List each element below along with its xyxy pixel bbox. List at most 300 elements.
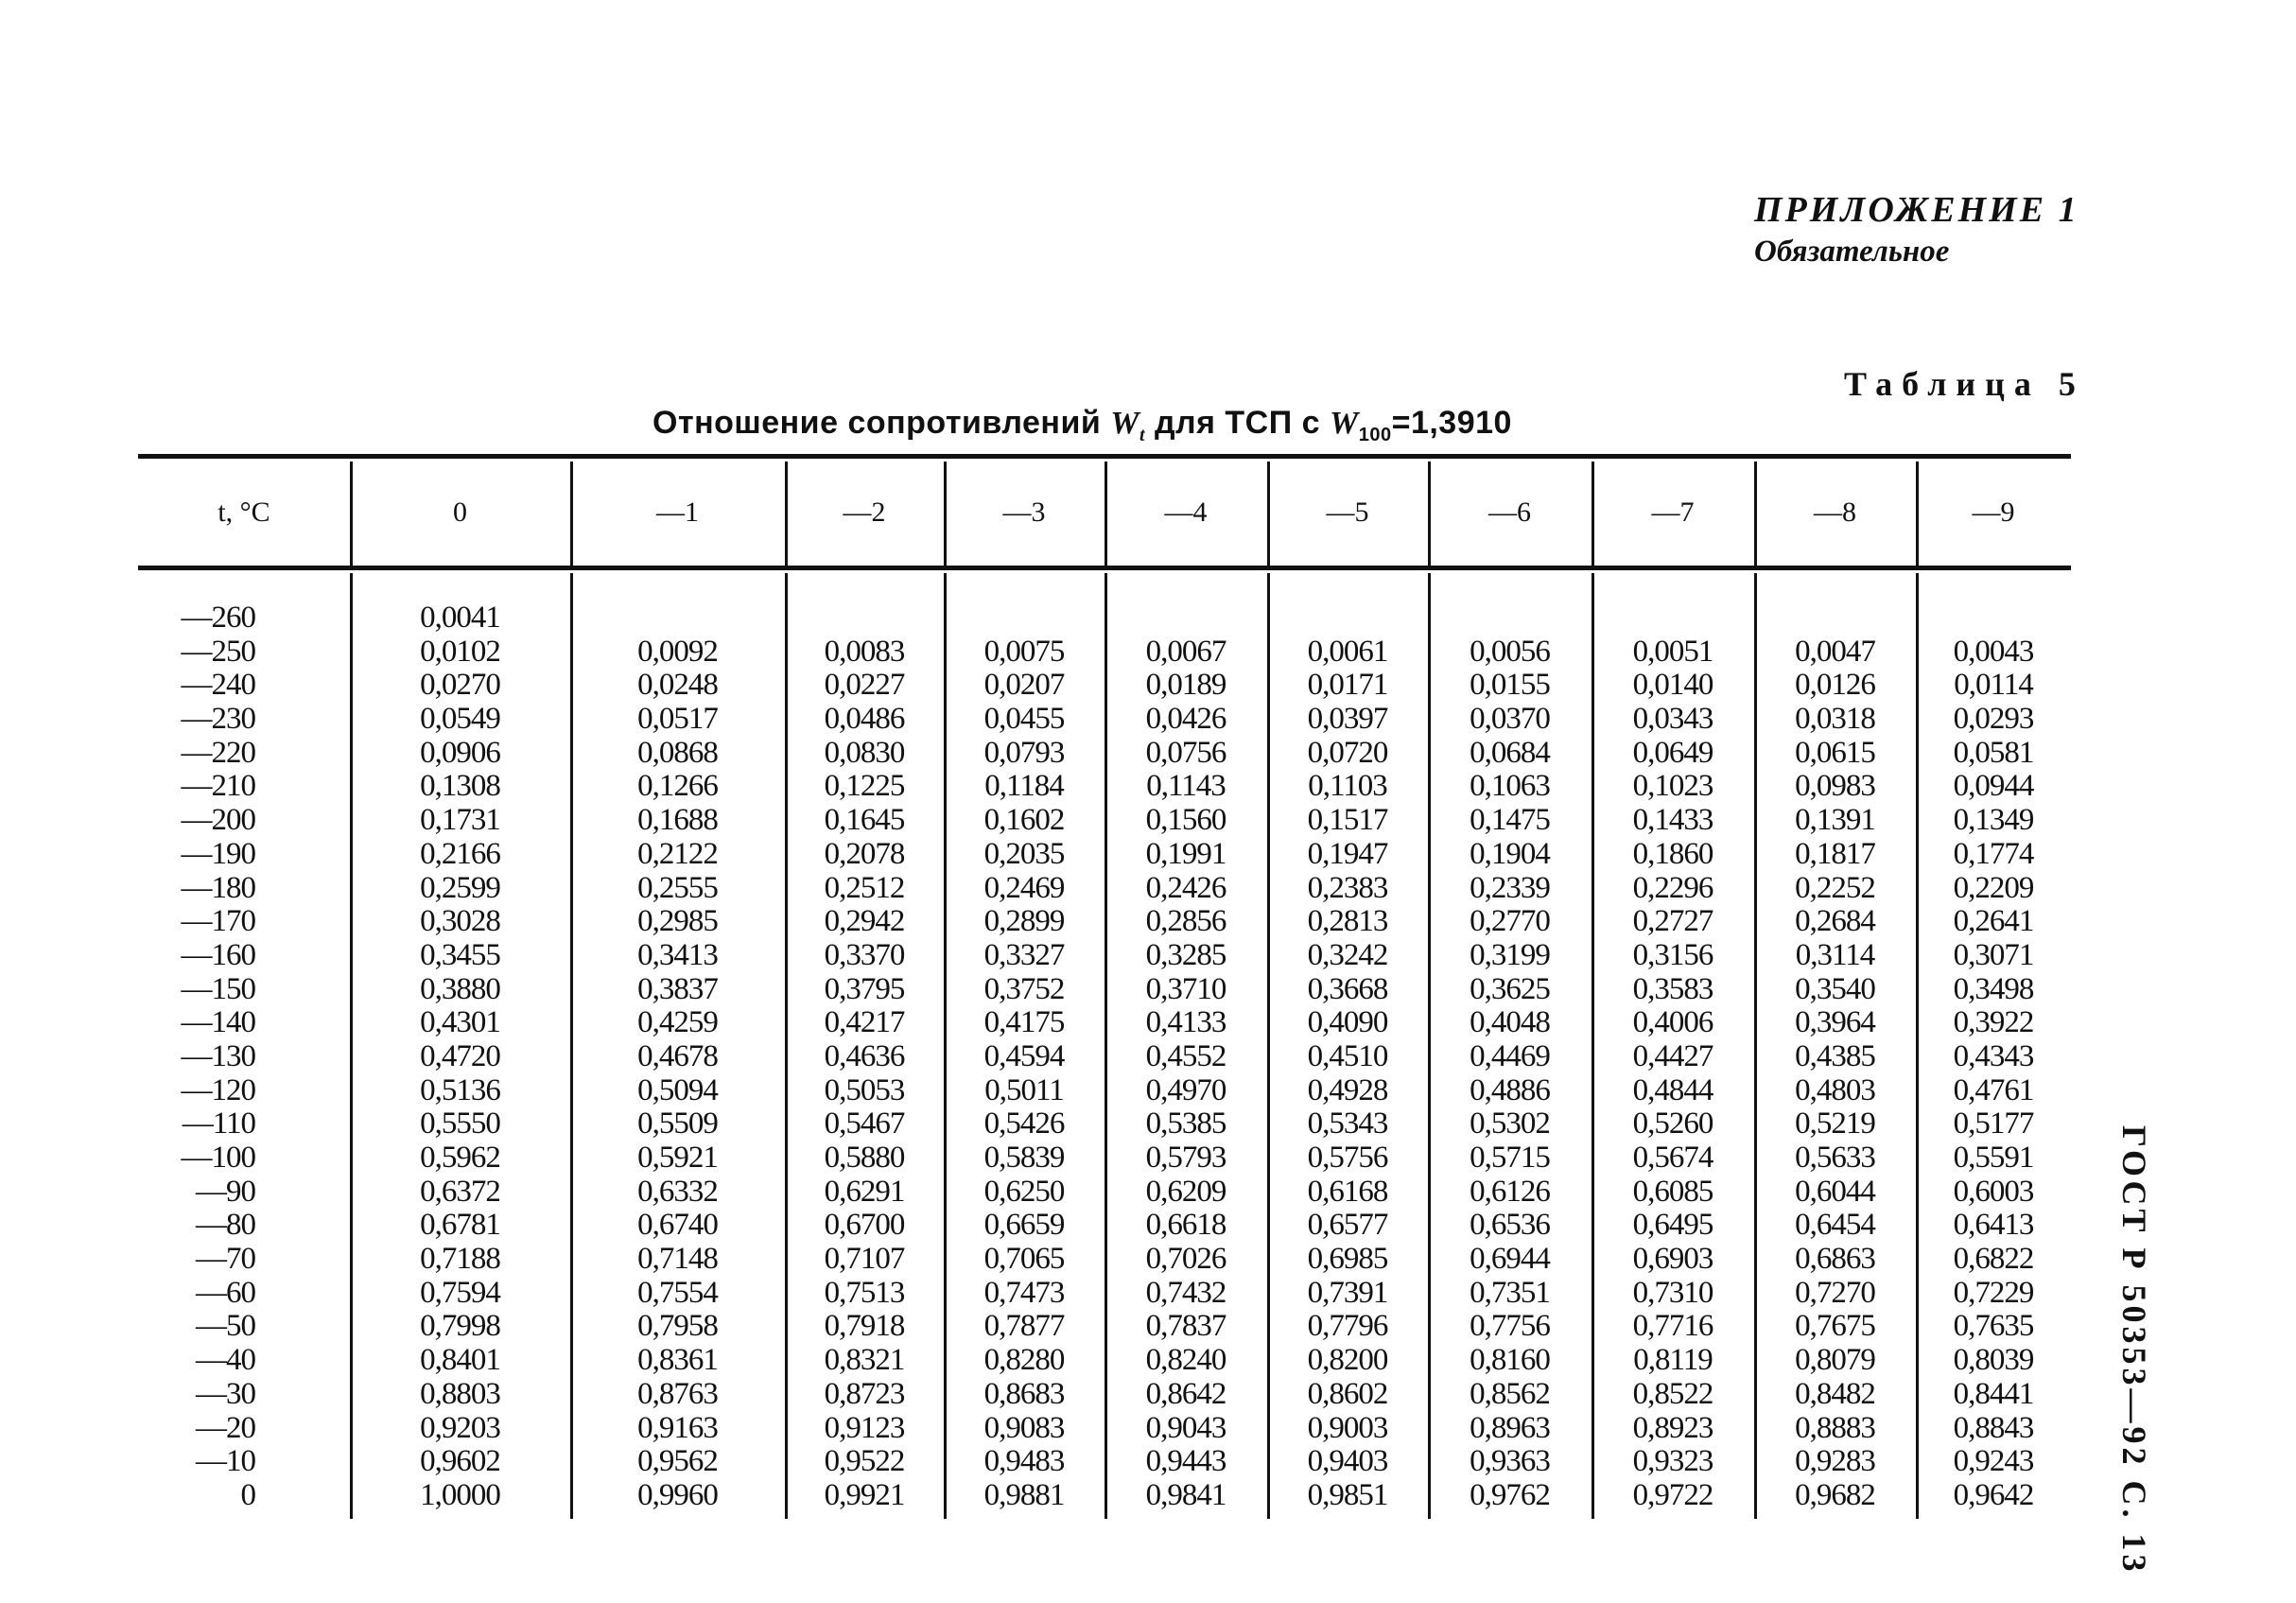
- table-cell: 0,1731: [420, 803, 500, 838]
- table-cell: 0,8401: [420, 1343, 500, 1378]
- table-cell: 0,8441: [1953, 1376, 2034, 1411]
- table-cell: 0,8602: [1307, 1376, 1388, 1411]
- table-cell: 0,7837: [1145, 1309, 1226, 1344]
- table-cell: 0,1860: [1632, 836, 1713, 871]
- table-cell: 0,9203: [420, 1410, 500, 1445]
- table-cell: 0,1947: [1307, 836, 1388, 871]
- table-cell: 0,5880: [824, 1141, 905, 1175]
- table-cell: 0,3880: [420, 971, 500, 1006]
- table-cell: 0,1904: [1470, 836, 1550, 871]
- table-cell: 0,1308: [420, 769, 500, 804]
- table-cell: 0,9483: [983, 1444, 1065, 1479]
- table-label: Таблица 5: [1844, 365, 2085, 403]
- table-cell: 0,8280: [983, 1343, 1065, 1378]
- table-cell: 0,6577: [1307, 1208, 1388, 1243]
- document-stamp: ГОСТ Р 50353—92 С. 13: [2115, 1125, 2153, 1576]
- table-cell: 0,7716: [1632, 1309, 1713, 1344]
- column-header: t, °C: [217, 497, 270, 528]
- table-cell: 0,7554: [637, 1275, 718, 1310]
- table-cell: 0,9762: [1470, 1477, 1550, 1512]
- table-cell: 0,2727: [1632, 904, 1713, 939]
- table-cell: 0,8843: [1953, 1410, 2034, 1445]
- table-cell: 0,1774: [1953, 836, 2034, 871]
- column-header: —8: [1814, 497, 1856, 528]
- table-cell: 0,2942: [824, 904, 905, 939]
- table-cell: 0,1266: [637, 769, 718, 804]
- column-header: —6: [1488, 497, 1531, 528]
- table-cell: 0,6740: [637, 1208, 718, 1243]
- table-cell: 0,2122: [637, 836, 718, 871]
- table-cell: [1754, 601, 1916, 636]
- title-eq: =1,3910: [1391, 405, 1512, 441]
- table-cell: 0,3028: [420, 904, 500, 939]
- table-cell: 0,0075: [983, 634, 1065, 669]
- table-cell: 0,5467: [824, 1106, 905, 1141]
- table-cell: 0,0868: [637, 735, 718, 770]
- table-cell: 0,0455: [983, 702, 1065, 737]
- table-cell: 0,8723: [824, 1376, 905, 1411]
- temperature-cell: —90: [196, 1174, 255, 1209]
- table-cell: 0,5591: [1953, 1141, 2034, 1175]
- table-cell: 0,0171: [1307, 668, 1388, 703]
- temperature-cell: —140: [181, 1005, 255, 1040]
- temperature-cell: —240: [181, 668, 255, 703]
- table-cell: 0,0207: [983, 668, 1065, 703]
- table-cell: 0,9163: [637, 1410, 718, 1445]
- table-cell: 0,3625: [1470, 971, 1550, 1006]
- table-cell: 0,0906: [420, 735, 500, 770]
- table-cell: 0,5094: [637, 1072, 718, 1107]
- table-cell: 0,1225: [824, 769, 905, 804]
- table-cell: 0,8321: [824, 1343, 905, 1378]
- appendix-heading: ПРИЛОЖЕНИЕ 1: [1754, 190, 2079, 230]
- table-cell: 0,2296: [1632, 870, 1713, 905]
- table-cell: 0,0649: [1632, 735, 1713, 770]
- table-cell: 0,9682: [1795, 1477, 1875, 1512]
- table-cell: 0,8683: [983, 1376, 1065, 1411]
- temperature-cell: —60: [196, 1275, 255, 1310]
- table-cell: 0,6863: [1795, 1242, 1875, 1277]
- table-cell: 0,6618: [1145, 1208, 1226, 1243]
- table-cell: 0,9003: [1307, 1410, 1388, 1445]
- table-cell: 0,5426: [983, 1106, 1065, 1141]
- table-cell: 0,2684: [1795, 904, 1875, 939]
- temperature-cell: —40: [196, 1343, 255, 1378]
- value-column: [1754, 601, 1916, 1513]
- table-cell: 0,0140: [1632, 668, 1713, 703]
- table-cell: 0,1184: [984, 769, 1064, 804]
- table-cell: [944, 601, 1105, 636]
- temperature-cell: —250: [181, 634, 255, 669]
- table-cell: 0,1433: [1632, 803, 1713, 838]
- temperature-cell: —180: [181, 870, 255, 905]
- temperature-cell: —130: [181, 1038, 255, 1073]
- table-cell: [1428, 601, 1592, 636]
- table-cell: 0,4594: [983, 1038, 1065, 1073]
- table-cell: 0,9722: [1632, 1477, 1713, 1512]
- table-cell: 0,7635: [1953, 1309, 2034, 1344]
- table-cell: 1,0000: [420, 1477, 500, 1512]
- table-cell: 0,6985: [1307, 1242, 1388, 1277]
- temperature-cell: —260: [181, 601, 255, 635]
- table-cell: 0,5633: [1795, 1141, 1875, 1175]
- table-cell: [1916, 601, 2071, 636]
- temperature-cell: —230: [181, 702, 255, 737]
- table-cell: 0,6944: [1470, 1242, 1550, 1277]
- table-cell: 0,7675: [1795, 1309, 1875, 1344]
- table-cell: 0,0343: [1632, 702, 1713, 737]
- table-cell: 0,2252: [1795, 870, 1875, 905]
- table-cell: 0,2383: [1307, 870, 1388, 905]
- table-cell: 0,1560: [1145, 803, 1226, 838]
- temperature-cell: —120: [181, 1072, 255, 1107]
- table-cell: 0,6659: [983, 1208, 1065, 1243]
- table-cell: 0,4133: [1145, 1005, 1226, 1040]
- table-cell: 0,7148: [637, 1242, 718, 1277]
- table-cell: 0,6085: [1632, 1174, 1713, 1209]
- table-cell: 0,5053: [824, 1072, 905, 1107]
- table-cell: 0,8522: [1632, 1376, 1713, 1411]
- table-cell: 0,6044: [1795, 1174, 1875, 1209]
- table-cell: 0,9043: [1145, 1410, 1226, 1445]
- table-cell: 0,4928: [1307, 1072, 1388, 1107]
- value-column: [350, 601, 570, 1513]
- table-cell: 0,0983: [1795, 769, 1875, 804]
- temperature-cell: —110: [182, 1106, 255, 1141]
- table-cell: [785, 601, 944, 636]
- table-cell: 0,3498: [1953, 971, 2034, 1006]
- table-cell: 0,0756: [1145, 735, 1226, 770]
- table-cell: [1267, 601, 1428, 636]
- table-cell: 0,2339: [1470, 870, 1550, 905]
- table-cell: 0,0155: [1470, 668, 1550, 703]
- table-cell: 0,0549: [420, 702, 500, 737]
- table-cell: 0,0189: [1145, 668, 1226, 703]
- table-cell: 0,8361: [637, 1343, 718, 1378]
- table-cell: 0,7432: [1145, 1275, 1226, 1310]
- table-cell: 0,0041: [420, 601, 500, 635]
- table-cell: 0,8240: [1145, 1343, 1226, 1378]
- column-header: —3: [1002, 497, 1046, 528]
- table-cell: 0,4006: [1632, 1005, 1713, 1040]
- table-cell: 0,0067: [1145, 634, 1226, 669]
- value-column: [785, 601, 944, 1513]
- appendix-status: Обязательное: [1754, 235, 1950, 269]
- table-cell: 0,3837: [637, 971, 718, 1006]
- table-cell: 0,2209: [1953, 870, 2034, 905]
- table-cell: 0,1103: [1308, 769, 1387, 804]
- title-prefix: Отношение сопротивлений: [652, 405, 1111, 441]
- table-cell: 0,0248: [637, 668, 718, 703]
- value-column: [570, 601, 785, 1513]
- table-cell: 0,4720: [420, 1038, 500, 1073]
- table-cell: 0,0083: [824, 634, 905, 669]
- temperature-cell: —10: [196, 1444, 255, 1479]
- table-cell: 0,0830: [824, 735, 905, 770]
- table-cell: 0,7310: [1632, 1275, 1713, 1310]
- table-cell: 0,6536: [1470, 1208, 1550, 1243]
- table-cell: 0,0061: [1307, 634, 1388, 669]
- table-cell: 0,7958: [637, 1309, 718, 1344]
- table-cell: 0,6332: [637, 1174, 718, 1209]
- table-cell: 0,8200: [1307, 1343, 1388, 1378]
- table-cell: 0,6168: [1307, 1174, 1388, 1209]
- table-cell: 0,3922: [1953, 1005, 2034, 1040]
- table-cell: 0,5509: [637, 1106, 718, 1141]
- table-cell: 0,9323: [1632, 1444, 1713, 1479]
- table-cell: 0,0126: [1795, 668, 1875, 703]
- table-cell: 0,0684: [1470, 735, 1550, 770]
- value-column: [944, 601, 1105, 1513]
- table-cell: 0,0051: [1632, 634, 1713, 669]
- table-cell: 0,6003: [1953, 1174, 2034, 1209]
- table-cell: 0,5674: [1632, 1141, 1713, 1175]
- table-cell: 0,5302: [1470, 1106, 1550, 1141]
- temperature-cell: —80: [196, 1208, 255, 1243]
- table-cell: 0,0397: [1307, 702, 1388, 737]
- temperature-cell: —70: [196, 1242, 255, 1277]
- table-cell: 0,6781: [420, 1208, 500, 1243]
- table-cell: 0,2813: [1307, 904, 1388, 939]
- table-cell: 0,9881: [983, 1477, 1065, 1512]
- title-mid: для ТСП с: [1145, 405, 1330, 441]
- table-cell: 0,1688: [637, 803, 718, 838]
- table-cell: 0,1391: [1795, 803, 1875, 838]
- value-column: [1592, 601, 1754, 1513]
- table-cell: 0,5385: [1145, 1106, 1226, 1141]
- table-cell: 0,7998: [420, 1309, 500, 1344]
- table-cell: 0,8562: [1470, 1376, 1550, 1411]
- table-cell: 0,3413: [637, 937, 718, 972]
- table-cell: 0,0944: [1953, 769, 2034, 804]
- table-cell: 0,8039: [1953, 1343, 2034, 1378]
- table-cell: 0,6126: [1470, 1174, 1550, 1209]
- table-cell: 0,3795: [824, 971, 905, 1006]
- table-cell: 0,7270: [1795, 1275, 1875, 1310]
- table-cell: 0,7918: [824, 1309, 905, 1344]
- column-header: —2: [843, 497, 886, 528]
- table-cell: 0,4552: [1145, 1038, 1226, 1073]
- table-cell: 0,8923: [1632, 1410, 1713, 1445]
- table-cell: 0,6822: [1953, 1242, 2034, 1277]
- table-cell: 0,4761: [1953, 1072, 2034, 1107]
- table-title: [652, 405, 1512, 446]
- table-cell: 0,0370: [1470, 702, 1550, 737]
- table-cell: 0,0056: [1470, 634, 1550, 669]
- table-cell: 0,3156: [1632, 937, 1713, 972]
- table-cell: 0,2426: [1145, 870, 1226, 905]
- table-cell: 0,3668: [1307, 971, 1388, 1006]
- table-cell: 0,3455: [420, 937, 500, 972]
- table-cell: 0,2469: [983, 870, 1065, 905]
- column-header: —5: [1326, 497, 1369, 528]
- table-cell: 0,4469: [1470, 1038, 1550, 1073]
- column-header: —7: [1651, 497, 1695, 528]
- table-cell: 0,0581: [1953, 735, 2034, 770]
- table-cell: 0,7473: [983, 1275, 1065, 1310]
- table-cell: 0,9243: [1953, 1444, 2034, 1479]
- table-cell: 0,6454: [1795, 1208, 1875, 1243]
- table-cell: 0,5011: [984, 1072, 1064, 1107]
- temperature-cell: —50: [196, 1309, 255, 1344]
- table-cell: 0,4048: [1470, 1005, 1550, 1040]
- table-cell: 0,7796: [1307, 1309, 1388, 1344]
- table-cell: 0,0426: [1145, 702, 1226, 737]
- table-cell: 0,9562: [637, 1444, 718, 1479]
- table-cell: [1592, 601, 1754, 636]
- table-cell: 0,8803: [420, 1376, 500, 1411]
- table-cell: 0,2512: [824, 870, 905, 905]
- table-cell: 0,4217: [824, 1005, 905, 1040]
- table-cell: 0,5550: [420, 1106, 500, 1141]
- table-cell: 0,0293: [1953, 702, 2034, 737]
- table-cell: 0,2641: [1953, 904, 2034, 939]
- table-cell: 0,8642: [1145, 1376, 1226, 1411]
- table-cell: 0,4678: [637, 1038, 718, 1073]
- table-cell: 0,9602: [420, 1444, 500, 1479]
- table-cell: 0,8763: [637, 1376, 718, 1411]
- table-cell: 0,9403: [1307, 1444, 1388, 1479]
- table-cell: 0,7513: [824, 1275, 905, 1310]
- table-cell: 0,2035: [983, 836, 1065, 871]
- table-cell: 0,4259: [637, 1005, 718, 1040]
- table-cell: 0,9283: [1795, 1444, 1875, 1479]
- table-cell: 0,4970: [1145, 1072, 1226, 1107]
- table-cell: 0,4343: [1953, 1038, 2034, 1073]
- table-cell: 0,5343: [1307, 1106, 1388, 1141]
- table-header-rule: [138, 566, 2071, 570]
- table-cell: 0,4636: [824, 1038, 905, 1073]
- table-cell: 0,3114: [1795, 937, 1875, 972]
- temperature-cell: —190: [181, 836, 255, 871]
- value-column: [1267, 601, 1428, 1513]
- table-cell: 0,9960: [637, 1477, 718, 1512]
- temperature-column: [151, 601, 255, 1513]
- table-cell: 0,9363: [1470, 1444, 1550, 1479]
- table-cell: 0,8079: [1795, 1343, 1875, 1378]
- table-cell: 0,2166: [420, 836, 500, 871]
- table-cell: 0,1817: [1795, 836, 1875, 871]
- table-cell: 0,0615: [1795, 735, 1875, 770]
- table-cell: 0,9522: [824, 1444, 905, 1479]
- table-cell: 0,4301: [420, 1005, 500, 1040]
- table-cell: 0,7391: [1307, 1275, 1388, 1310]
- table-cell: 0,0227: [824, 668, 905, 703]
- table-cell: 0,0517: [637, 702, 718, 737]
- temperature-cell: —220: [181, 735, 255, 770]
- table-cell: 0,3370: [824, 937, 905, 972]
- table-cell: 0,1023: [1632, 769, 1713, 804]
- table-cell: 0,8482: [1795, 1376, 1875, 1411]
- table-cell: 0,4510: [1307, 1038, 1388, 1073]
- table-cell: 0,5793: [1145, 1141, 1226, 1175]
- table-cell: 0,3199: [1470, 937, 1550, 972]
- column-header: —1: [656, 497, 699, 528]
- table-cell: 0,7065: [983, 1242, 1065, 1277]
- temperature-cell: —30: [196, 1376, 255, 1411]
- column-header: —4: [1164, 497, 1208, 528]
- table-cell: 0,2078: [824, 836, 905, 871]
- table-cell: 0,1517: [1307, 803, 1388, 838]
- temperature-cell: —20: [196, 1410, 255, 1445]
- table-cell: 0,1349: [1953, 803, 2034, 838]
- table-cell: 0,3327: [983, 937, 1065, 972]
- temperature-cell: —150: [181, 971, 255, 1006]
- table-cell: 0,5260: [1632, 1106, 1713, 1141]
- title-w: W: [1110, 406, 1139, 441]
- table-cell: 0,3752: [983, 971, 1065, 1006]
- table-cell: 0,6495: [1632, 1208, 1713, 1243]
- title-w-sub: t: [1139, 424, 1145, 445]
- temperature-cell: —170: [181, 904, 255, 939]
- table-cell: 0,4090: [1307, 1005, 1388, 1040]
- table-cell: 0,1991: [1145, 836, 1226, 871]
- table-cell: 0,3285: [1145, 937, 1226, 972]
- table-cell: 0,0793: [983, 735, 1065, 770]
- table-cell: 0,1602: [983, 803, 1065, 838]
- table-cell: 0,2856: [1145, 904, 1226, 939]
- table-cell: 0,9841: [1145, 1477, 1226, 1512]
- table-cell: 0,0043: [1953, 634, 2034, 669]
- table-cell: 0,7188: [420, 1242, 500, 1277]
- table-cell: 0,6291: [824, 1174, 905, 1209]
- table-cell: 0,1475: [1470, 803, 1550, 838]
- table-cell: 0,0102: [420, 634, 500, 669]
- value-column: [1916, 601, 2071, 1513]
- table-cell: 0,0486: [824, 702, 905, 737]
- table-cell: 0,6372: [420, 1174, 500, 1209]
- column-header: —9: [1972, 497, 2015, 528]
- table-cell: 0,5921: [637, 1141, 718, 1175]
- table-cell: 0,6903: [1632, 1242, 1713, 1277]
- table-cell: 0,0047: [1795, 634, 1875, 669]
- table-cell: 0,3540: [1795, 971, 1875, 1006]
- table-cell: 0,6413: [1953, 1208, 2034, 1243]
- table-cell: 0,1143: [1146, 769, 1226, 804]
- table-cell: 0,9123: [824, 1410, 905, 1445]
- table-cell: 0,3242: [1307, 937, 1388, 972]
- table-cell: 0,2599: [420, 870, 500, 905]
- temperature-cell: —160: [181, 937, 255, 972]
- table-cell: 0,3071: [1953, 937, 2034, 972]
- table-cell: 0,3710: [1145, 971, 1226, 1006]
- temperature-cell: —210: [181, 769, 255, 804]
- column-header: 0: [453, 497, 467, 528]
- table-cell: 0,0270: [420, 668, 500, 703]
- table-cell: 0,9921: [824, 1477, 905, 1512]
- table-cell: 0,6700: [824, 1208, 905, 1243]
- table-cell: 0,4844: [1632, 1072, 1713, 1107]
- table-cell: 0,8883: [1795, 1410, 1875, 1445]
- table-cell: 0,9642: [1953, 1477, 2034, 1512]
- table-cell: 0,7107: [824, 1242, 905, 1277]
- table-cell: 0,2770: [1470, 904, 1550, 939]
- table-cell: 0,7026: [1145, 1242, 1226, 1277]
- table-cell: 0,4886: [1470, 1072, 1550, 1107]
- table-cell: 0,8963: [1470, 1410, 1550, 1445]
- table-cell: 0,6209: [1145, 1174, 1226, 1209]
- table-cell: 0,0720: [1307, 735, 1388, 770]
- table-cell: 0,5715: [1470, 1141, 1550, 1175]
- temperature-cell: —100: [181, 1141, 255, 1175]
- table-cell: 0,9083: [983, 1410, 1065, 1445]
- value-column: [1428, 601, 1592, 1513]
- temperature-cell: 0: [240, 1477, 255, 1512]
- table-cell: 0,4803: [1795, 1072, 1875, 1107]
- table-cell: 0,0092: [637, 634, 718, 669]
- table-cell: 0,7229: [1953, 1275, 2034, 1310]
- table-top-rule: [138, 454, 2071, 459]
